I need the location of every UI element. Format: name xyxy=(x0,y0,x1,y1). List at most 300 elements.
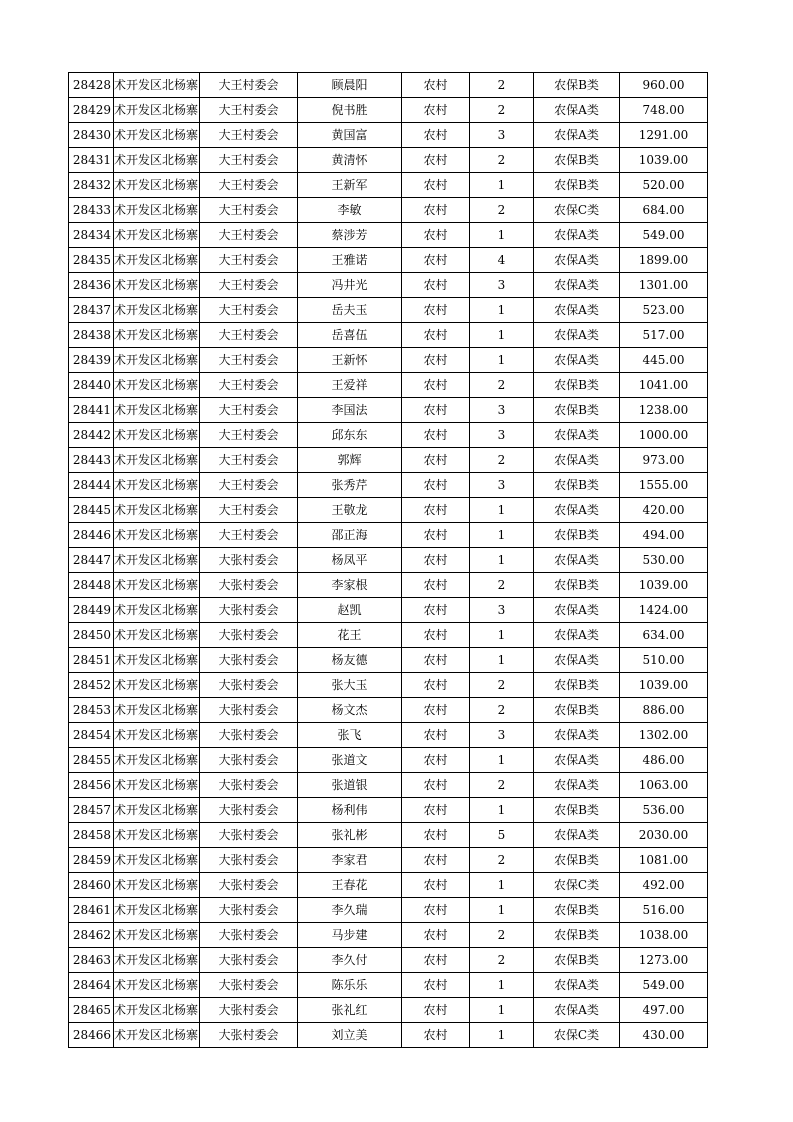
row-id-cell: 28441 xyxy=(69,398,114,423)
village-committee-cell: 大王村委会 xyxy=(200,148,298,173)
village-committee-cell: 大王村委会 xyxy=(200,323,298,348)
household-count-cell: 3 xyxy=(470,473,534,498)
name-cell: 顾晨阳 xyxy=(298,73,402,98)
amount-cell: 1039.00 xyxy=(620,148,708,173)
row-id-cell: 28428 xyxy=(69,73,114,98)
category-cell: 农保A类 xyxy=(534,348,620,373)
table-row xyxy=(69,523,708,548)
household-type-cell: 农村 xyxy=(402,198,470,223)
household-count-cell: 3 xyxy=(470,398,534,423)
category-cell: 农保A类 xyxy=(534,748,620,773)
household-type-cell: 农村 xyxy=(402,998,470,1023)
village-committee-cell: 大王村委会 xyxy=(200,448,298,473)
category-cell: 农保A类 xyxy=(534,998,620,1023)
category-cell: 农保C类 xyxy=(534,198,620,223)
name-cell: 杨文杰 xyxy=(298,698,402,723)
category-cell: 农保A类 xyxy=(534,598,620,623)
household-type-cell: 农村 xyxy=(402,623,470,648)
row-id-cell: 28459 xyxy=(69,848,114,873)
category-cell: 农保C类 xyxy=(534,873,620,898)
household-type-cell: 农村 xyxy=(402,848,470,873)
amount-cell: 2030.00 xyxy=(620,823,708,848)
household-count-cell: 2 xyxy=(470,73,534,98)
household-type-cell: 农村 xyxy=(402,548,470,573)
area-cell: 术开发区北杨寨 xyxy=(114,98,200,123)
name-cell: 杨利伟 xyxy=(298,798,402,823)
row-id-cell: 28452 xyxy=(69,673,114,698)
amount-cell: 510.00 xyxy=(620,648,708,673)
row-id-cell: 28445 xyxy=(69,498,114,523)
category-cell: 农保B类 xyxy=(534,898,620,923)
amount-cell: 1273.00 xyxy=(620,948,708,973)
amount-cell: 530.00 xyxy=(620,548,708,573)
name-cell: 王新军 xyxy=(298,173,402,198)
name-cell: 岳喜伍 xyxy=(298,323,402,348)
area-cell: 术开发区北杨寨 xyxy=(114,973,200,998)
category-cell: 农保B类 xyxy=(534,523,620,548)
name-cell: 张大玉 xyxy=(298,673,402,698)
household-type-cell: 农村 xyxy=(402,798,470,823)
name-cell: 王雅诺 xyxy=(298,248,402,273)
table-row xyxy=(69,848,708,873)
table-row xyxy=(69,73,708,98)
category-cell: 农保A类 xyxy=(534,823,620,848)
category-cell: 农保B类 xyxy=(534,398,620,423)
category-cell: 农保A类 xyxy=(534,123,620,148)
amount-cell: 748.00 xyxy=(620,98,708,123)
area-cell: 术开发区北杨寨 xyxy=(114,248,200,273)
household-type-cell: 农村 xyxy=(402,248,470,273)
category-cell: 农保A类 xyxy=(534,548,620,573)
row-id-cell: 28455 xyxy=(69,748,114,773)
household-type-cell: 农村 xyxy=(402,973,470,998)
name-cell: 黄国富 xyxy=(298,123,402,148)
household-count-cell: 3 xyxy=(470,723,534,748)
area-cell: 术开发区北杨寨 xyxy=(114,323,200,348)
row-id-cell: 28446 xyxy=(69,523,114,548)
name-cell: 张秀芹 xyxy=(298,473,402,498)
name-cell: 杨友德 xyxy=(298,648,402,673)
household-count-cell: 3 xyxy=(470,598,534,623)
amount-cell: 520.00 xyxy=(620,173,708,198)
household-count-cell: 1 xyxy=(470,748,534,773)
area-cell: 术开发区北杨寨 xyxy=(114,698,200,723)
records-table xyxy=(68,72,708,1048)
table-row xyxy=(69,123,708,148)
category-cell: 农保A类 xyxy=(534,498,620,523)
name-cell: 倪书胜 xyxy=(298,98,402,123)
name-cell: 王爱祥 xyxy=(298,373,402,398)
area-cell: 术开发区北杨寨 xyxy=(114,548,200,573)
table-row xyxy=(69,298,708,323)
household-type-cell: 农村 xyxy=(402,373,470,398)
table-row xyxy=(69,348,708,373)
amount-cell: 549.00 xyxy=(620,223,708,248)
village-committee-cell: 大张村委会 xyxy=(200,898,298,923)
table-row xyxy=(69,673,708,698)
category-cell: 农保C类 xyxy=(534,1023,620,1048)
table-row xyxy=(69,773,708,798)
area-cell: 术开发区北杨寨 xyxy=(114,423,200,448)
name-cell: 张礼彬 xyxy=(298,823,402,848)
row-id-cell: 28463 xyxy=(69,948,114,973)
household-type-cell: 农村 xyxy=(402,898,470,923)
name-cell: 花王 xyxy=(298,623,402,648)
area-cell: 术开发区北杨寨 xyxy=(114,148,200,173)
household-type-cell: 农村 xyxy=(402,123,470,148)
household-type-cell: 农村 xyxy=(402,773,470,798)
household-count-cell: 1 xyxy=(470,1023,534,1048)
category-cell: 农保A类 xyxy=(534,723,620,748)
area-cell: 术开发区北杨寨 xyxy=(114,1023,200,1048)
household-count-cell: 1 xyxy=(470,523,534,548)
name-cell: 黄清怀 xyxy=(298,148,402,173)
village-committee-cell: 大王村委会 xyxy=(200,348,298,373)
row-id-cell: 28464 xyxy=(69,973,114,998)
area-cell: 术开发区北杨寨 xyxy=(114,398,200,423)
household-count-cell: 1 xyxy=(470,973,534,998)
name-cell: 张礼红 xyxy=(298,998,402,1023)
amount-cell: 494.00 xyxy=(620,523,708,548)
household-type-cell: 农村 xyxy=(402,873,470,898)
village-committee-cell: 大王村委会 xyxy=(200,273,298,298)
area-cell: 术开发区北杨寨 xyxy=(114,873,200,898)
row-id-cell: 28433 xyxy=(69,198,114,223)
household-count-cell: 3 xyxy=(470,123,534,148)
household-type-cell: 农村 xyxy=(402,473,470,498)
household-type-cell: 农村 xyxy=(402,598,470,623)
village-committee-cell: 大王村委会 xyxy=(200,223,298,248)
amount-cell: 684.00 xyxy=(620,198,708,223)
household-count-cell: 1 xyxy=(470,323,534,348)
row-id-cell: 28453 xyxy=(69,698,114,723)
amount-cell: 1301.00 xyxy=(620,273,708,298)
household-count-cell: 1 xyxy=(470,623,534,648)
village-committee-cell: 大王村委会 xyxy=(200,298,298,323)
row-id-cell: 28458 xyxy=(69,823,114,848)
row-id-cell: 28431 xyxy=(69,148,114,173)
household-count-cell: 3 xyxy=(470,273,534,298)
table-row xyxy=(69,723,708,748)
household-type-cell: 农村 xyxy=(402,73,470,98)
area-cell: 术开发区北杨寨 xyxy=(114,448,200,473)
household-type-cell: 农村 xyxy=(402,323,470,348)
name-cell: 张道银 xyxy=(298,773,402,798)
household-count-cell: 2 xyxy=(470,848,534,873)
amount-cell: 445.00 xyxy=(620,348,708,373)
row-id-cell: 28439 xyxy=(69,348,114,373)
amount-cell: 634.00 xyxy=(620,623,708,648)
amount-cell: 549.00 xyxy=(620,973,708,998)
household-count-cell: 1 xyxy=(470,648,534,673)
area-cell: 术开发区北杨寨 xyxy=(114,473,200,498)
row-id-cell: 28444 xyxy=(69,473,114,498)
household-count-cell: 2 xyxy=(470,573,534,598)
category-cell: 农保B类 xyxy=(534,473,620,498)
category-cell: 农保A类 xyxy=(534,973,620,998)
village-committee-cell: 大王村委会 xyxy=(200,498,298,523)
amount-cell: 1081.00 xyxy=(620,848,708,873)
household-type-cell: 农村 xyxy=(402,1023,470,1048)
household-count-cell: 2 xyxy=(470,773,534,798)
village-committee-cell: 大张村委会 xyxy=(200,1023,298,1048)
table-row xyxy=(69,598,708,623)
village-committee-cell: 大王村委会 xyxy=(200,98,298,123)
name-cell: 李国法 xyxy=(298,398,402,423)
row-id-cell: 28443 xyxy=(69,448,114,473)
area-cell: 术开发区北杨寨 xyxy=(114,123,200,148)
village-committee-cell: 大王村委会 xyxy=(200,398,298,423)
household-count-cell: 2 xyxy=(470,98,534,123)
area-cell: 术开发区北杨寨 xyxy=(114,223,200,248)
household-type-cell: 农村 xyxy=(402,823,470,848)
household-count-cell: 1 xyxy=(470,298,534,323)
category-cell: 农保B类 xyxy=(534,798,620,823)
name-cell: 王春花 xyxy=(298,873,402,898)
area-cell: 术开发区北杨寨 xyxy=(114,198,200,223)
row-id-cell: 28435 xyxy=(69,248,114,273)
amount-cell: 1039.00 xyxy=(620,573,708,598)
household-type-cell: 农村 xyxy=(402,648,470,673)
table-row xyxy=(69,948,708,973)
amount-cell: 973.00 xyxy=(620,448,708,473)
category-cell: 农保B类 xyxy=(534,148,620,173)
table-row xyxy=(69,448,708,473)
household-count-cell: 1 xyxy=(470,548,534,573)
household-type-cell: 农村 xyxy=(402,698,470,723)
household-type-cell: 农村 xyxy=(402,673,470,698)
name-cell: 李敏 xyxy=(298,198,402,223)
household-count-cell: 3 xyxy=(470,423,534,448)
household-type-cell: 农村 xyxy=(402,923,470,948)
household-count-cell: 2 xyxy=(470,448,534,473)
table-row xyxy=(69,248,708,273)
area-cell: 术开发区北杨寨 xyxy=(114,173,200,198)
table-row xyxy=(69,698,708,723)
table-row xyxy=(69,898,708,923)
category-cell: 农保B类 xyxy=(534,923,620,948)
area-cell: 术开发区北杨寨 xyxy=(114,373,200,398)
table-row xyxy=(69,423,708,448)
name-cell: 赵凯 xyxy=(298,598,402,623)
row-id-cell: 28461 xyxy=(69,898,114,923)
household-type-cell: 农村 xyxy=(402,948,470,973)
amount-cell: 1899.00 xyxy=(620,248,708,273)
household-count-cell: 2 xyxy=(470,698,534,723)
household-count-cell: 5 xyxy=(470,823,534,848)
area-cell: 术开发区北杨寨 xyxy=(114,598,200,623)
row-id-cell: 28430 xyxy=(69,123,114,148)
name-cell: 李家君 xyxy=(298,848,402,873)
household-count-cell: 1 xyxy=(470,998,534,1023)
household-type-cell: 农村 xyxy=(402,423,470,448)
area-cell: 术开发区北杨寨 xyxy=(114,748,200,773)
table-row xyxy=(69,473,708,498)
village-committee-cell: 大张村委会 xyxy=(200,698,298,723)
amount-cell: 492.00 xyxy=(620,873,708,898)
village-committee-cell: 大张村委会 xyxy=(200,973,298,998)
amount-cell: 1302.00 xyxy=(620,723,708,748)
village-committee-cell: 大王村委会 xyxy=(200,523,298,548)
table-row xyxy=(69,623,708,648)
table-row xyxy=(69,223,708,248)
row-id-cell: 28437 xyxy=(69,298,114,323)
amount-cell: 517.00 xyxy=(620,323,708,348)
name-cell: 李久付 xyxy=(298,948,402,973)
row-id-cell: 28434 xyxy=(69,223,114,248)
row-id-cell: 28442 xyxy=(69,423,114,448)
household-count-cell: 1 xyxy=(470,898,534,923)
table-row xyxy=(69,923,708,948)
name-cell: 马步建 xyxy=(298,923,402,948)
row-id-cell: 28436 xyxy=(69,273,114,298)
amount-cell: 486.00 xyxy=(620,748,708,773)
name-cell: 邵正海 xyxy=(298,523,402,548)
table-row xyxy=(69,998,708,1023)
village-committee-cell: 大张村委会 xyxy=(200,748,298,773)
table-row xyxy=(69,498,708,523)
village-committee-cell: 大张村委会 xyxy=(200,648,298,673)
row-id-cell: 28466 xyxy=(69,1023,114,1048)
row-id-cell: 28440 xyxy=(69,373,114,398)
row-id-cell: 28457 xyxy=(69,798,114,823)
village-committee-cell: 大王村委会 xyxy=(200,198,298,223)
area-cell: 术开发区北杨寨 xyxy=(114,348,200,373)
name-cell: 李家根 xyxy=(298,573,402,598)
table-row xyxy=(69,973,708,998)
household-count-cell: 1 xyxy=(470,173,534,198)
area-cell: 术开发区北杨寨 xyxy=(114,923,200,948)
village-committee-cell: 大张村委会 xyxy=(200,823,298,848)
row-id-cell: 28429 xyxy=(69,98,114,123)
table-row xyxy=(69,748,708,773)
household-type-cell: 农村 xyxy=(402,448,470,473)
village-committee-cell: 大张村委会 xyxy=(200,773,298,798)
area-cell: 术开发区北杨寨 xyxy=(114,523,200,548)
household-type-cell: 农村 xyxy=(402,298,470,323)
household-type-cell: 农村 xyxy=(402,748,470,773)
amount-cell: 1038.00 xyxy=(620,923,708,948)
amount-cell: 1063.00 xyxy=(620,773,708,798)
household-count-cell: 1 xyxy=(470,798,534,823)
household-type-cell: 农村 xyxy=(402,723,470,748)
area-cell: 术开发区北杨寨 xyxy=(114,673,200,698)
table-row xyxy=(69,798,708,823)
table-row xyxy=(69,398,708,423)
table-row xyxy=(69,823,708,848)
table-row xyxy=(69,648,708,673)
name-cell: 李久瑞 xyxy=(298,898,402,923)
village-committee-cell: 大张村委会 xyxy=(200,548,298,573)
name-cell: 王敬龙 xyxy=(298,498,402,523)
category-cell: 农保B类 xyxy=(534,698,620,723)
table-row xyxy=(69,173,708,198)
category-cell: 农保A类 xyxy=(534,323,620,348)
amount-cell: 1424.00 xyxy=(620,598,708,623)
area-cell: 术开发区北杨寨 xyxy=(114,298,200,323)
area-cell: 术开发区北杨寨 xyxy=(114,898,200,923)
row-id-cell: 28447 xyxy=(69,548,114,573)
row-id-cell: 28449 xyxy=(69,598,114,623)
table-row xyxy=(69,273,708,298)
household-type-cell: 农村 xyxy=(402,98,470,123)
household-count-cell: 1 xyxy=(470,348,534,373)
area-cell: 术开发区北杨寨 xyxy=(114,998,200,1023)
area-cell: 术开发区北杨寨 xyxy=(114,823,200,848)
row-id-cell: 28451 xyxy=(69,648,114,673)
name-cell: 邱东东 xyxy=(298,423,402,448)
name-cell: 杨凤平 xyxy=(298,548,402,573)
amount-cell: 1000.00 xyxy=(620,423,708,448)
category-cell: 农保A类 xyxy=(534,298,620,323)
category-cell: 农保A类 xyxy=(534,273,620,298)
household-type-cell: 农村 xyxy=(402,223,470,248)
category-cell: 农保B类 xyxy=(534,73,620,98)
amount-cell: 536.00 xyxy=(620,798,708,823)
amount-cell: 516.00 xyxy=(620,898,708,923)
village-committee-cell: 大张村委会 xyxy=(200,923,298,948)
amount-cell: 960.00 xyxy=(620,73,708,98)
category-cell: 农保A类 xyxy=(534,773,620,798)
row-id-cell: 28456 xyxy=(69,773,114,798)
village-committee-cell: 大王村委会 xyxy=(200,248,298,273)
area-cell: 术开发区北杨寨 xyxy=(114,573,200,598)
village-committee-cell: 大王村委会 xyxy=(200,473,298,498)
village-committee-cell: 大张村委会 xyxy=(200,998,298,1023)
row-id-cell: 28465 xyxy=(69,998,114,1023)
village-committee-cell: 大张村委会 xyxy=(200,673,298,698)
table-row xyxy=(69,873,708,898)
amount-cell: 420.00 xyxy=(620,498,708,523)
village-committee-cell: 大张村委会 xyxy=(200,598,298,623)
row-id-cell: 28460 xyxy=(69,873,114,898)
household-count-cell: 2 xyxy=(470,373,534,398)
household-count-cell: 1 xyxy=(470,223,534,248)
amount-cell: 886.00 xyxy=(620,698,708,723)
table-row xyxy=(69,323,708,348)
area-cell: 术开发区北杨寨 xyxy=(114,498,200,523)
household-count-cell: 4 xyxy=(470,248,534,273)
row-id-cell: 28448 xyxy=(69,573,114,598)
name-cell: 陈乐乐 xyxy=(298,973,402,998)
category-cell: 农保B类 xyxy=(534,173,620,198)
amount-cell: 497.00 xyxy=(620,998,708,1023)
category-cell: 农保A类 xyxy=(534,623,620,648)
records-table-body xyxy=(69,73,708,1048)
row-id-cell: 28438 xyxy=(69,323,114,348)
category-cell: 农保B类 xyxy=(534,373,620,398)
table-row xyxy=(69,148,708,173)
area-cell: 术开发区北杨寨 xyxy=(114,648,200,673)
category-cell: 农保B类 xyxy=(534,573,620,598)
household-type-cell: 农村 xyxy=(402,398,470,423)
area-cell: 术开发区北杨寨 xyxy=(114,73,200,98)
row-id-cell: 28454 xyxy=(69,723,114,748)
village-committee-cell: 大王村委会 xyxy=(200,123,298,148)
village-committee-cell: 大张村委会 xyxy=(200,573,298,598)
area-cell: 术开发区北杨寨 xyxy=(114,798,200,823)
household-type-cell: 农村 xyxy=(402,173,470,198)
name-cell: 岳夫玉 xyxy=(298,298,402,323)
household-count-cell: 1 xyxy=(470,873,534,898)
category-cell: 农保B类 xyxy=(534,848,620,873)
name-cell: 蔡涉芳 xyxy=(298,223,402,248)
table-row xyxy=(69,548,708,573)
household-type-cell: 农村 xyxy=(402,148,470,173)
village-committee-cell: 大王村委会 xyxy=(200,173,298,198)
category-cell: 农保A类 xyxy=(534,223,620,248)
village-committee-cell: 大张村委会 xyxy=(200,723,298,748)
